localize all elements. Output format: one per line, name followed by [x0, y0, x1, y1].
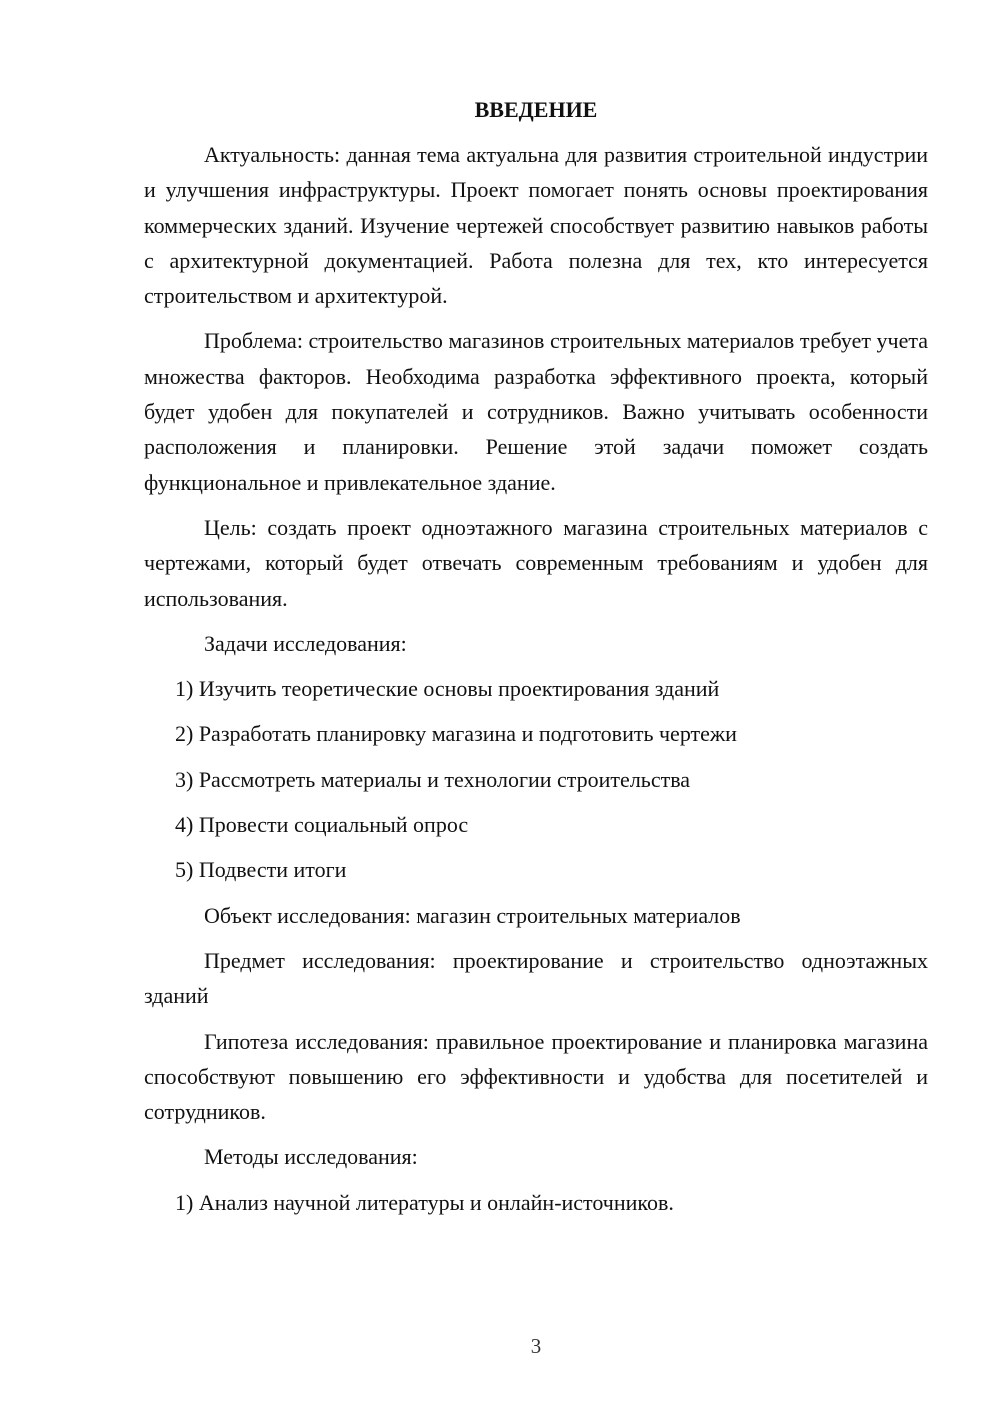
object-line: Объект исследования: магазин строительных материалов: [204, 902, 741, 928]
list-item: 3) Рассмотреть материалы и технологии строительства: [175, 766, 691, 792]
list-item: 4) Провести социальный опрос: [175, 812, 469, 838]
relevance-paragraph: Актуальность: данная тема актуальна для развития строительной индустрии и улучшения инфраструктуры. Проект помогает понять основы проектирования коммерческих зданий. Изучение чертежей способствует развитию навыков работы с архитектурной документацией. Работа полезна для тех, кто интересуется строительством и архитектурой.: [144, 142, 928, 309]
page-title: ВВЕДЕНИЕ: [474, 97, 598, 122]
methods-list: [144, 1185, 928, 1220]
list-item: 2) Разработать планировку магазина и подготовить чертежи: [175, 721, 737, 747]
page-number: 3: [530, 1334, 542, 1358]
hypothesis-paragraph: Гипотеза исследования: правильное проектирование и планировка магазина способствуют повышению его эффективности и удобства для посетителей и сотрудников.: [144, 1028, 928, 1125]
list-item: 1) Анализ научной литературы и онлайн-источников.: [175, 1189, 674, 1215]
subject-paragraph: Предмет исследования: проектирование и строительство одноэтажных зданий: [144, 947, 928, 1009]
list-item: 1) Изучить теоретические основы проектирования зданий: [175, 676, 720, 702]
methods-heading: Методы исследования:: [204, 1144, 418, 1170]
tasks-list: [144, 671, 928, 887]
tasks-heading: Задачи исследования:: [204, 630, 407, 656]
page-content: [144, 95, 928, 1230]
problem-paragraph: Проблема: строительство магазинов строительных материалов требует учета множества факторов. Необходима разработка эффективного проекта, который будет удобен для покупателей и сотрудников. Важно учитывать особенности расположения и планировки. Решение этой задачи поможет создать функциональное и привлекательное здание.: [144, 328, 928, 495]
list-item: 5) Подвести итоги: [175, 857, 347, 883]
goal-paragraph: Цель: создать проект одноэтажного магазина строительных материалов с чертежами, который будет отвечать современным требованиям и удобен для использования.: [144, 514, 928, 611]
